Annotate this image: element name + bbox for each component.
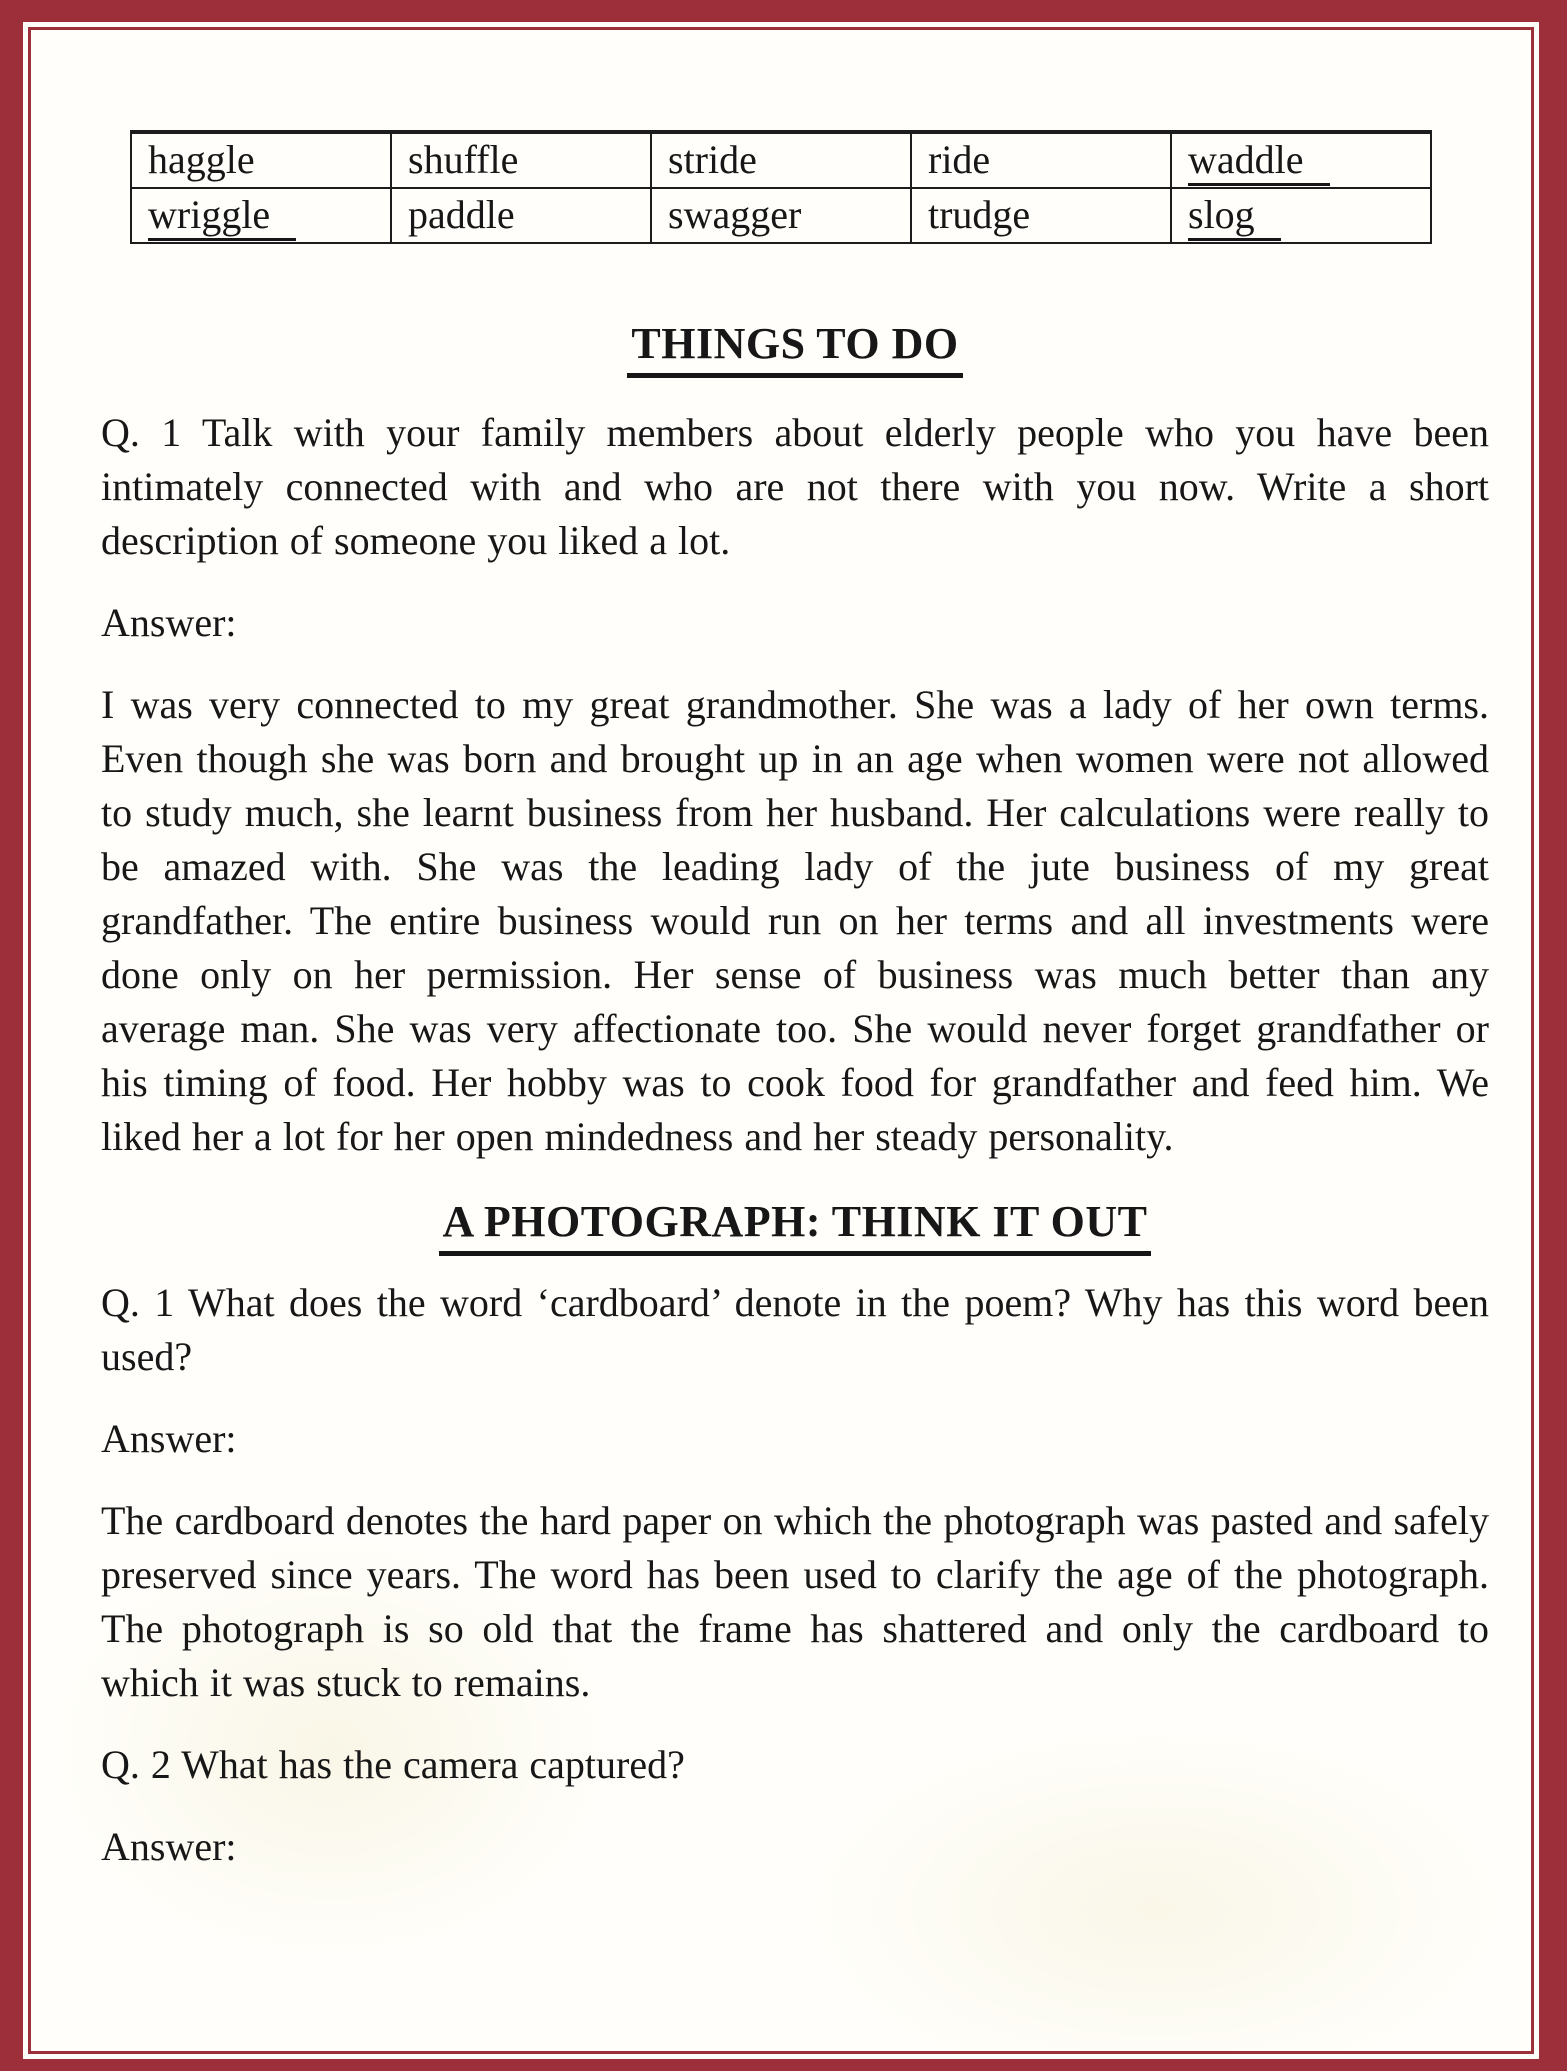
word-cell: [1171, 132, 1431, 188]
section-heading-text: THINGS TO DO: [627, 319, 962, 378]
word-cell: trudge: [911, 188, 1171, 243]
word-cell: shuffle: [391, 132, 651, 188]
word-cell: swagger: [651, 188, 911, 243]
word-cell: [131, 188, 391, 243]
section-heading-text: A PHOTOGRAPH: THINK IT OUT: [439, 1197, 1152, 1256]
word-cell: paddle: [391, 188, 651, 243]
word-cell: haggle: [131, 132, 391, 188]
section-heading-a-photograph: [101, 1194, 1489, 1250]
document-page: [28, 27, 1534, 2054]
section-heading-things-to-do: [101, 316, 1489, 372]
photograph-question-2-text: Q. 2 What has the camera captured?: [101, 1742, 685, 1787]
word-cell: [1171, 188, 1431, 243]
table-row: [131, 188, 1431, 243]
word-cell: stride: [651, 132, 911, 188]
word-choice-table: [130, 130, 1432, 244]
word-underlined: waddle: [1188, 137, 1330, 186]
answer-1-text: I was very connected to my great grandmother. She was a lady of her own terms. Even though she was born and brought up in an age when women were not allowed to study much, she learnt business from her husband. Her calculations were really to be amazed with. She was the leading lady of the jute business of my great grandfather. The entire business would run on her terms and all investments were done only on her permission. Her sense of business was much better than any average man. She was very affectionate too. She would never forget grandfather or his timing of food. Her hobby was to cook food for grandfather and feed him. We liked her a lot for her open mindedness and her steady personality.: [101, 682, 1489, 1159]
word-cell: ride: [911, 132, 1171, 188]
answer-label: Answer:: [101, 600, 237, 645]
question-1-text: Q. 1 Talk with your family members about elderly people who you have been intimately connected with and who are not there with you now. Write a short description of someone you liked a lot.: [101, 410, 1489, 563]
word-underlined: wriggle: [148, 192, 296, 241]
photograph-answer-1-text: The cardboard denotes the hard paper on which the photograph was pasted and safely preserved since years. The word has been used to clarify the age of the photograph. The photograph is so old that the frame has shattered and only the cardboard to which it was stuck to remains.: [101, 1498, 1489, 1705]
answer-label: Answer:: [101, 1416, 237, 1461]
answer-label: Answer:: [101, 1824, 237, 1869]
photograph-question-1-text: Q. 1 What does the word ‘cardboard’ denote in the poem? Why has this word been used?: [101, 1280, 1489, 1379]
table-row: [131, 132, 1431, 188]
word-underlined: slog: [1188, 192, 1281, 241]
